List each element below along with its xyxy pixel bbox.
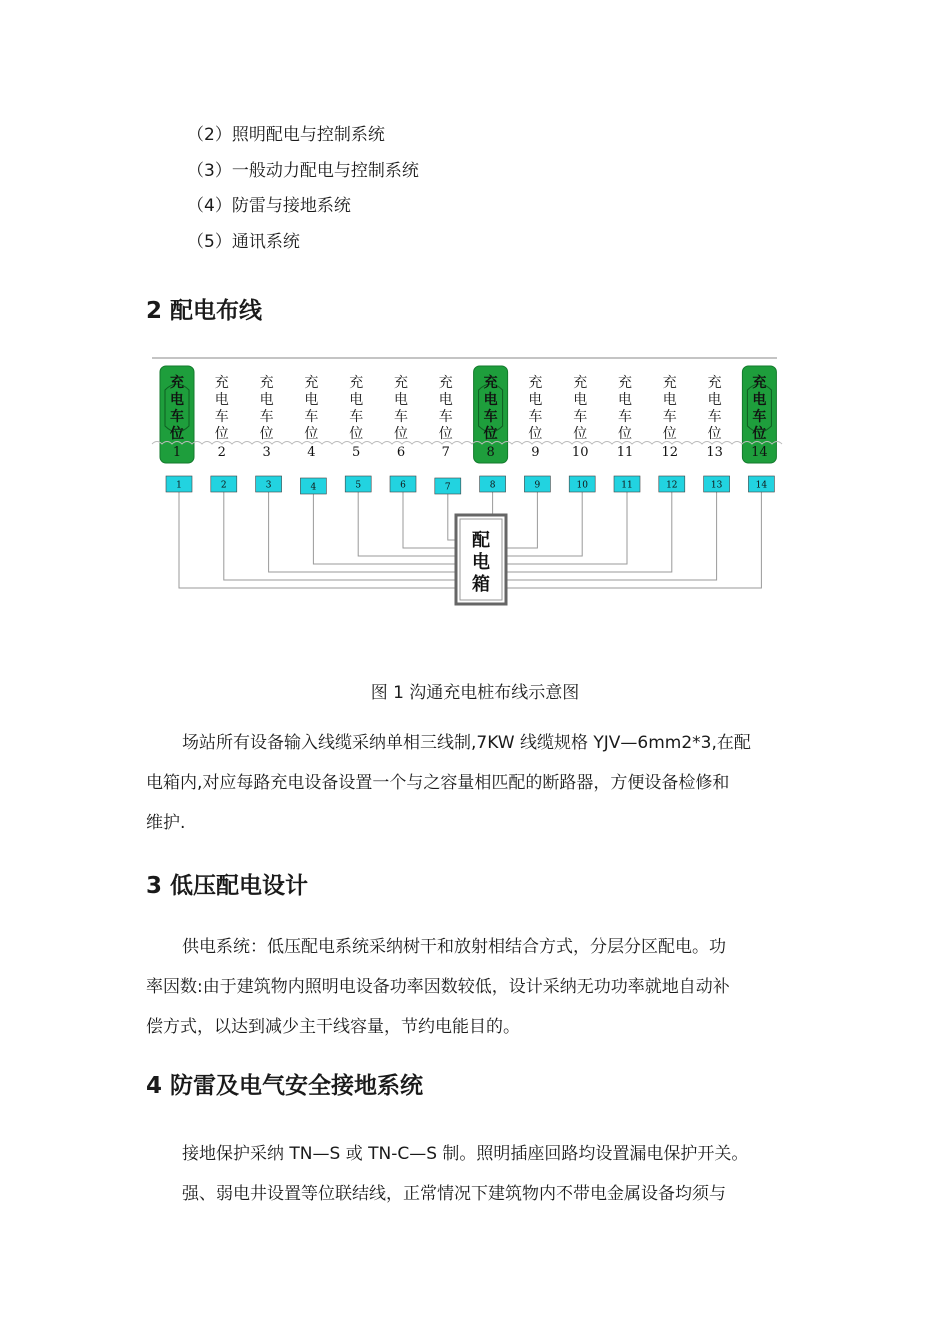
section-heading-wiring: 2 配电布线 — [146, 298, 263, 324]
terminal-box — [390, 476, 416, 492]
slot-number: 1 — [172, 445, 182, 460]
panel-label-char: 箱 — [472, 574, 490, 595]
slot-label-char: 车 — [483, 409, 498, 425]
terminal-box — [256, 476, 282, 492]
slot-label-char: 位 — [707, 426, 722, 442]
slot-label-char: 充 — [304, 375, 319, 391]
slot-number: 3 — [262, 445, 271, 460]
slot-label-char: 充 — [349, 375, 364, 391]
slot-label-char: 电 — [438, 392, 453, 408]
section-heading-grounding: 4 防雷及电气安全接地系统 — [146, 1073, 424, 1099]
terminal-label: 6 — [400, 480, 406, 491]
paragraph-line: 偿方式，以达到减少主干线容量，节约电能目的。 — [146, 1017, 520, 1037]
slot-label-char: 电 — [259, 392, 274, 408]
list-item-comm: （5）通讯系统 — [187, 232, 300, 252]
terminal-label: 12 — [666, 480, 678, 491]
wire-line — [506, 492, 582, 556]
slot-label-char: 电 — [349, 392, 364, 408]
terminal-label: 13 — [710, 480, 723, 491]
slot-label-char: 电 — [214, 392, 229, 408]
slot-label-char: 位 — [170, 426, 184, 442]
slot-label-char: 车 — [214, 409, 229, 425]
slot-label-char: 车 — [752, 409, 767, 425]
slot-label-char: 车 — [707, 409, 722, 425]
slot-label-char: 位 — [304, 426, 319, 442]
parking-slot-highlighted — [742, 366, 776, 463]
slot-number: 2 — [217, 445, 226, 460]
parking-slot — [572, 375, 589, 460]
slot-label-char: 电 — [483, 392, 498, 408]
slot-number: 9 — [531, 445, 540, 460]
slot-label-char: 电 — [752, 392, 767, 408]
slot-label-char: 充 — [752, 375, 767, 391]
slot-label-char: 位 — [528, 426, 543, 442]
terminal-label: 8 — [489, 480, 496, 491]
terminal-label: 11 — [621, 480, 633, 491]
terminal-label: 1 — [176, 480, 182, 491]
parking-slot — [706, 375, 723, 460]
slot-label-char: 充 — [259, 375, 274, 391]
paragraph-wiring — [146, 723, 806, 843]
wire-line — [506, 492, 672, 572]
slot-number: 4 — [307, 445, 316, 460]
slot-label-char: 位 — [752, 426, 767, 442]
terminal-box — [704, 476, 730, 492]
parking-slot-highlighted — [474, 366, 508, 463]
slot-number: 8 — [486, 445, 495, 460]
slot-label-char: 位 — [214, 426, 229, 442]
terminal-label: 5 — [355, 480, 362, 491]
wire-line — [358, 492, 456, 556]
slot-number: 11 — [616, 445, 634, 460]
terminal-box — [166, 476, 192, 492]
slot-label-char: 充 — [214, 375, 229, 391]
slot-label-char: 车 — [170, 409, 184, 425]
terminal-label: 10 — [576, 480, 588, 491]
paragraph-low-voltage — [146, 927, 806, 1047]
terminal-box — [569, 476, 595, 492]
terminal-box — [748, 476, 774, 492]
list-item-power: （3）一般动力配电与控制系统 — [187, 161, 419, 181]
parking-slot — [617, 375, 634, 460]
slot-label-char: 车 — [304, 409, 319, 425]
slot-label-char: 充 — [438, 375, 453, 391]
terminal-box — [480, 476, 506, 492]
terminal-box — [345, 476, 371, 492]
parking-slot — [394, 375, 408, 460]
paragraph-grounding — [146, 1134, 806, 1214]
slot-label-char: 电 — [394, 392, 408, 408]
slot-label-char: 充 — [707, 375, 722, 391]
paragraph-line: 电箱内,对应每路充电设备设置一个与之容量相匹配的断路器，方便设备检修和 — [146, 773, 730, 793]
terminal-label: 14 — [755, 480, 768, 491]
slot-number: 10 — [571, 445, 589, 460]
slot-label-char: 充 — [528, 375, 543, 391]
paragraph-line: 接地保护采纳 TN—S 或 TN-C—S 制。照明插座回路均设置漏电保护开关。 — [182, 1144, 749, 1164]
slot-number: 14 — [751, 445, 768, 460]
slot-label-char: 车 — [259, 409, 274, 425]
slot-label-char: 车 — [438, 409, 453, 425]
slot-number: 13 — [706, 445, 723, 460]
slot-number: 6 — [396, 445, 406, 460]
parking-slot-highlighted — [160, 366, 194, 463]
slot-label-char: 电 — [662, 392, 677, 408]
slot-label-char: 车 — [528, 409, 543, 425]
slot-label-char: 电 — [528, 392, 543, 408]
slot-label-char: 车 — [349, 409, 364, 425]
wire-line — [313, 494, 456, 564]
paragraph-line: 供电系统：低压配电系统采纳树干和放射相结合方式，分层分区配电。功 — [182, 937, 726, 957]
terminal-label: 2 — [220, 480, 227, 491]
paragraph-line: 场站所有设备输入线缆采纳单相三线制,7KW 线缆规格 YJV—6mm2*3,在配 — [182, 733, 751, 753]
terminal-box — [435, 478, 461, 494]
slot-label-char: 位 — [618, 426, 632, 442]
terminal-box — [211, 476, 237, 492]
slot-label-char: 位 — [483, 426, 498, 442]
wire-line — [179, 492, 456, 588]
parking-slot — [528, 375, 542, 460]
slot-label-char: 位 — [573, 426, 588, 442]
list-item-lightning: （4）防雷与接地系统 — [187, 196, 351, 216]
slot-label-char: 充 — [573, 375, 588, 391]
parking-slot — [304, 375, 318, 460]
terminal-box — [659, 476, 685, 492]
slot-label-char: 充 — [483, 375, 498, 391]
slot-label-char: 电 — [618, 392, 632, 408]
terminal-label: 3 — [265, 480, 272, 491]
parking-slot — [349, 375, 363, 460]
list-item-lighting: （2）照明配电与控制系统 — [187, 125, 385, 145]
slot-label-char: 车 — [618, 409, 632, 425]
slot-label-char: 车 — [662, 409, 677, 425]
slot-number: 7 — [441, 445, 450, 460]
terminal-label: 4 — [310, 482, 317, 493]
panel-label-char: 电 — [472, 552, 490, 573]
wire-line — [506, 492, 627, 564]
terminal-box — [614, 476, 640, 492]
paragraph-line: 强、弱电井设置等位联结线，正常情况下建筑物内不带电金属设备均须与 — [182, 1184, 726, 1204]
panel-label-char: 配 — [472, 530, 490, 551]
paragraph-line: 维护. — [146, 813, 186, 833]
wire-line — [269, 492, 456, 572]
slot-label-char: 充 — [618, 375, 632, 391]
parking-slot — [439, 375, 453, 460]
terminal-box — [300, 478, 326, 494]
slot-label-char: 充 — [170, 375, 184, 391]
slot-number: 12 — [661, 445, 679, 460]
slot-label-char: 位 — [349, 426, 364, 442]
slot-label-char: 位 — [394, 426, 408, 442]
slot-label-char: 位 — [438, 426, 453, 442]
slot-label-char: 充 — [394, 375, 408, 391]
terminal-label: 9 — [534, 480, 541, 491]
lane-wave-line — [152, 442, 782, 445]
slot-label-char: 电 — [304, 392, 319, 408]
terminal-box — [524, 476, 550, 492]
slot-label-char: 充 — [662, 375, 677, 391]
parking-slot — [662, 375, 679, 460]
wire-line — [506, 492, 537, 548]
terminal-label: 7 — [444, 482, 451, 493]
slot-label-char: 电 — [170, 392, 184, 408]
wire-line — [224, 492, 456, 580]
slot-label-char: 电 — [707, 392, 722, 408]
slot-number: 5 — [352, 445, 361, 460]
slot-label-char: 电 — [573, 392, 588, 408]
slot-label-char: 车 — [394, 409, 408, 425]
wire-line — [506, 492, 761, 588]
slot-label-char: 位 — [662, 426, 677, 442]
parking-slot — [260, 375, 274, 460]
slot-label-char: 车 — [573, 409, 588, 425]
slot-label-char: 位 — [259, 426, 274, 442]
section-heading-low-voltage: 3 低压配电设计 — [146, 873, 309, 899]
wiring-diagram — [145, 350, 785, 610]
figure-caption: 图 1 沟通充电桩布线示意图 — [370, 683, 580, 703]
paragraph-line: 率因数:由于建筑物内照明电设备功率因数较低，设计采纳无功功率就地自动补 — [146, 977, 730, 997]
parking-slot — [215, 375, 229, 460]
